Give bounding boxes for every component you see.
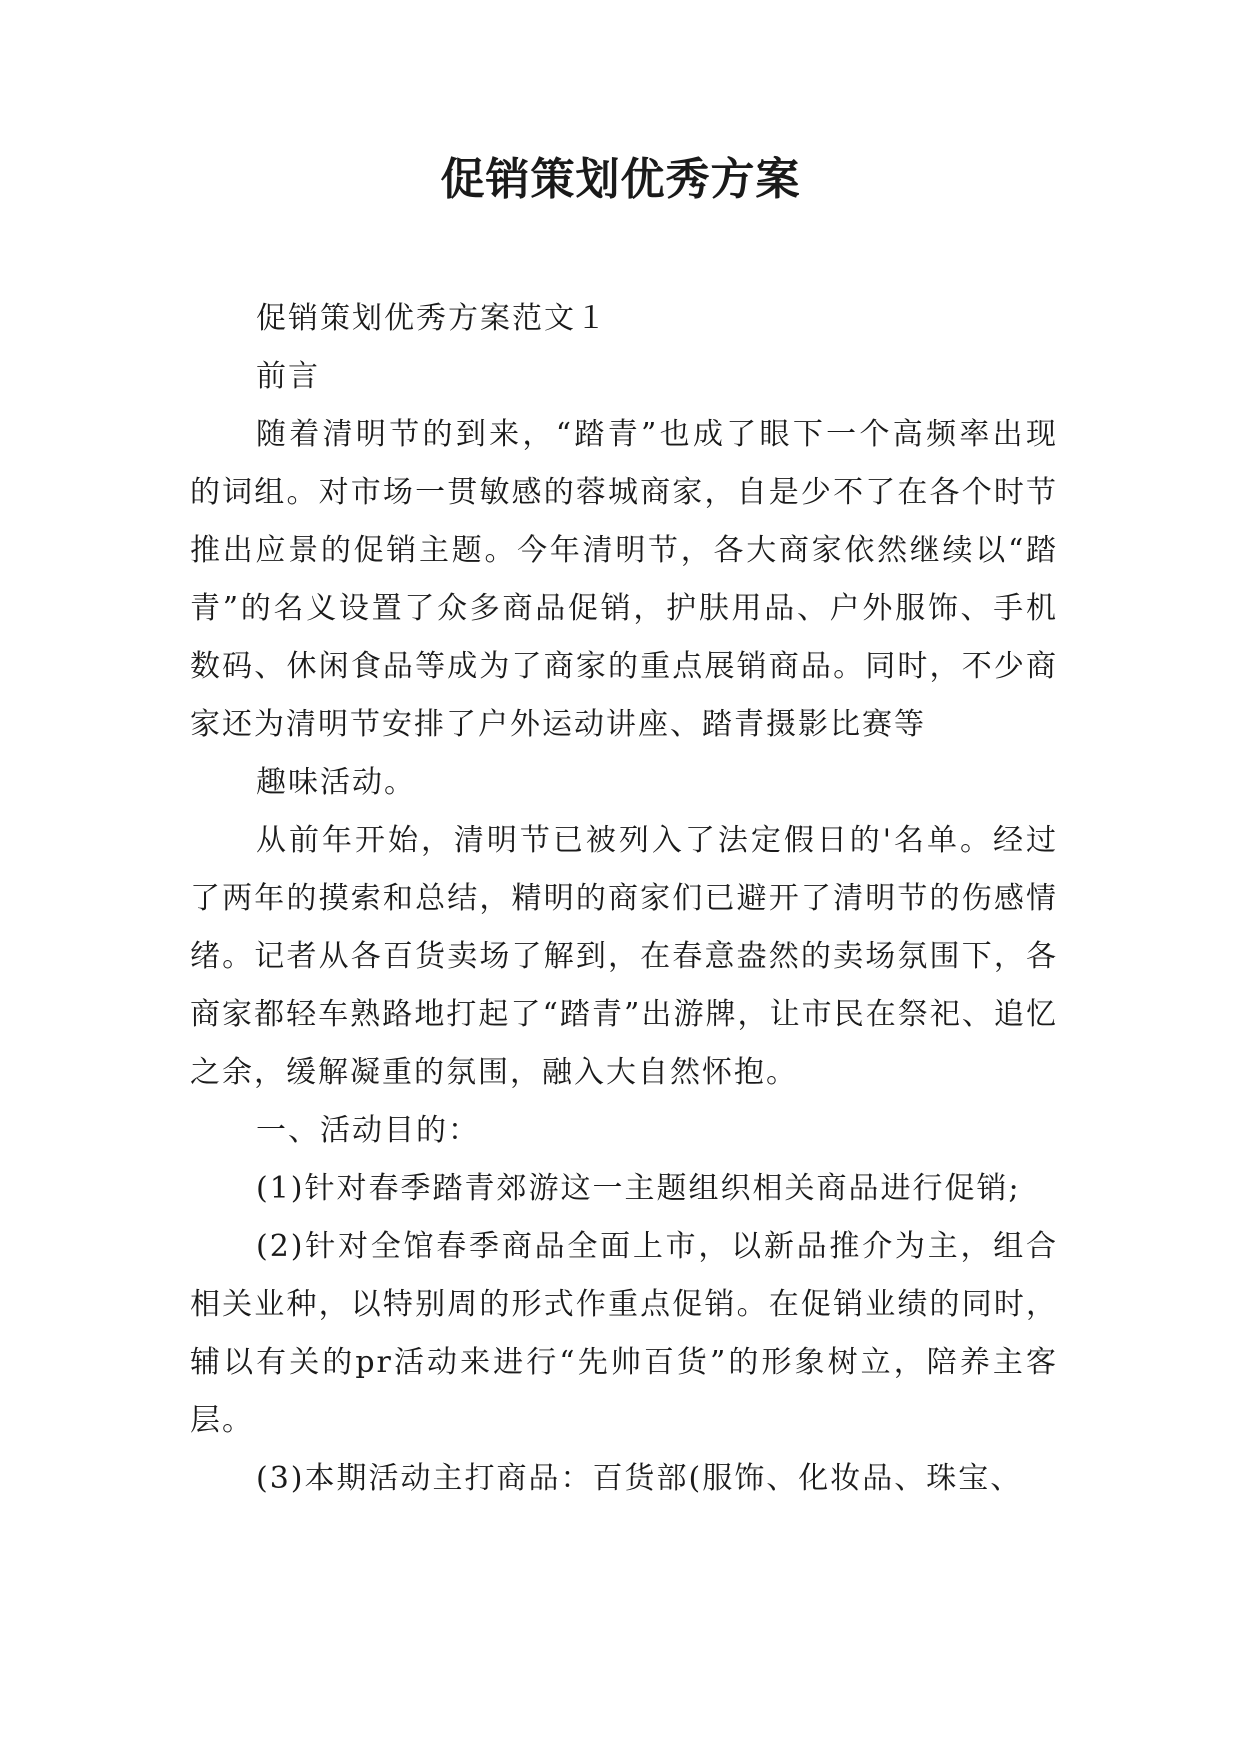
- paragraph-goal-1: (1)针对春季踏青郊游这一主题组织相关商品进行促销;: [256, 1171, 1021, 1206]
- paragraph-intro: 随着清明节的到来，“踏青”也成了眼下一个高频率出现的词组。对市场一贯敏感的蓉城商家，自是少不了在各个时节推出应景的促销主题。今年清明节，各大商家依然继续以“踏青”的名义设置了众多商品促销，护肤用品、户外服饰、手机数码、休闲食品等成为了商家的重点展销商品。同时，不少商家还为清明节安排了户外运动讲座、踏青摄影比赛等: [190, 417, 1058, 742]
- paragraph-background: 从前年开始，清明节已被列入了法定假日的'名单。经过了两年的摸索和总结，精明的商家们已避开了清明节的伤感情绪。记者从各百货卖场了解到，在春意盎然的卖场氛围下，各商家都轻车熟路地打起了“踏青”出游牌，让市民在祭祀、追忆之余，缓解凝重的氛围，融入大自然怀抱。: [190, 823, 1058, 1090]
- paragraph-fun-activities: 趣味活动。: [256, 765, 416, 800]
- paragraph-goal-2: (2)针对全馆春季商品全面上市，以新品推介为主，组合相关业种，以特别周的形式作重点促销。在促销业绩的同时，辅以有关的pr活动来进行“先帅百货”的形象树立，陪养主客层。: [190, 1229, 1058, 1438]
- document-title: 促销策划优秀方案: [440, 154, 801, 205]
- paragraph-goal-3: (3)本期活动主打商品：百货部(服饰、化妆品、珠宝、: [256, 1461, 1023, 1496]
- paragraph-preface-heading: 前言: [256, 359, 320, 394]
- document-body: [190, 290, 1058, 1508]
- paragraph-section-heading: 一、活动目的：: [256, 1113, 480, 1148]
- paragraph-subtitle: 促销策划优秀方案范文１: [256, 301, 608, 336]
